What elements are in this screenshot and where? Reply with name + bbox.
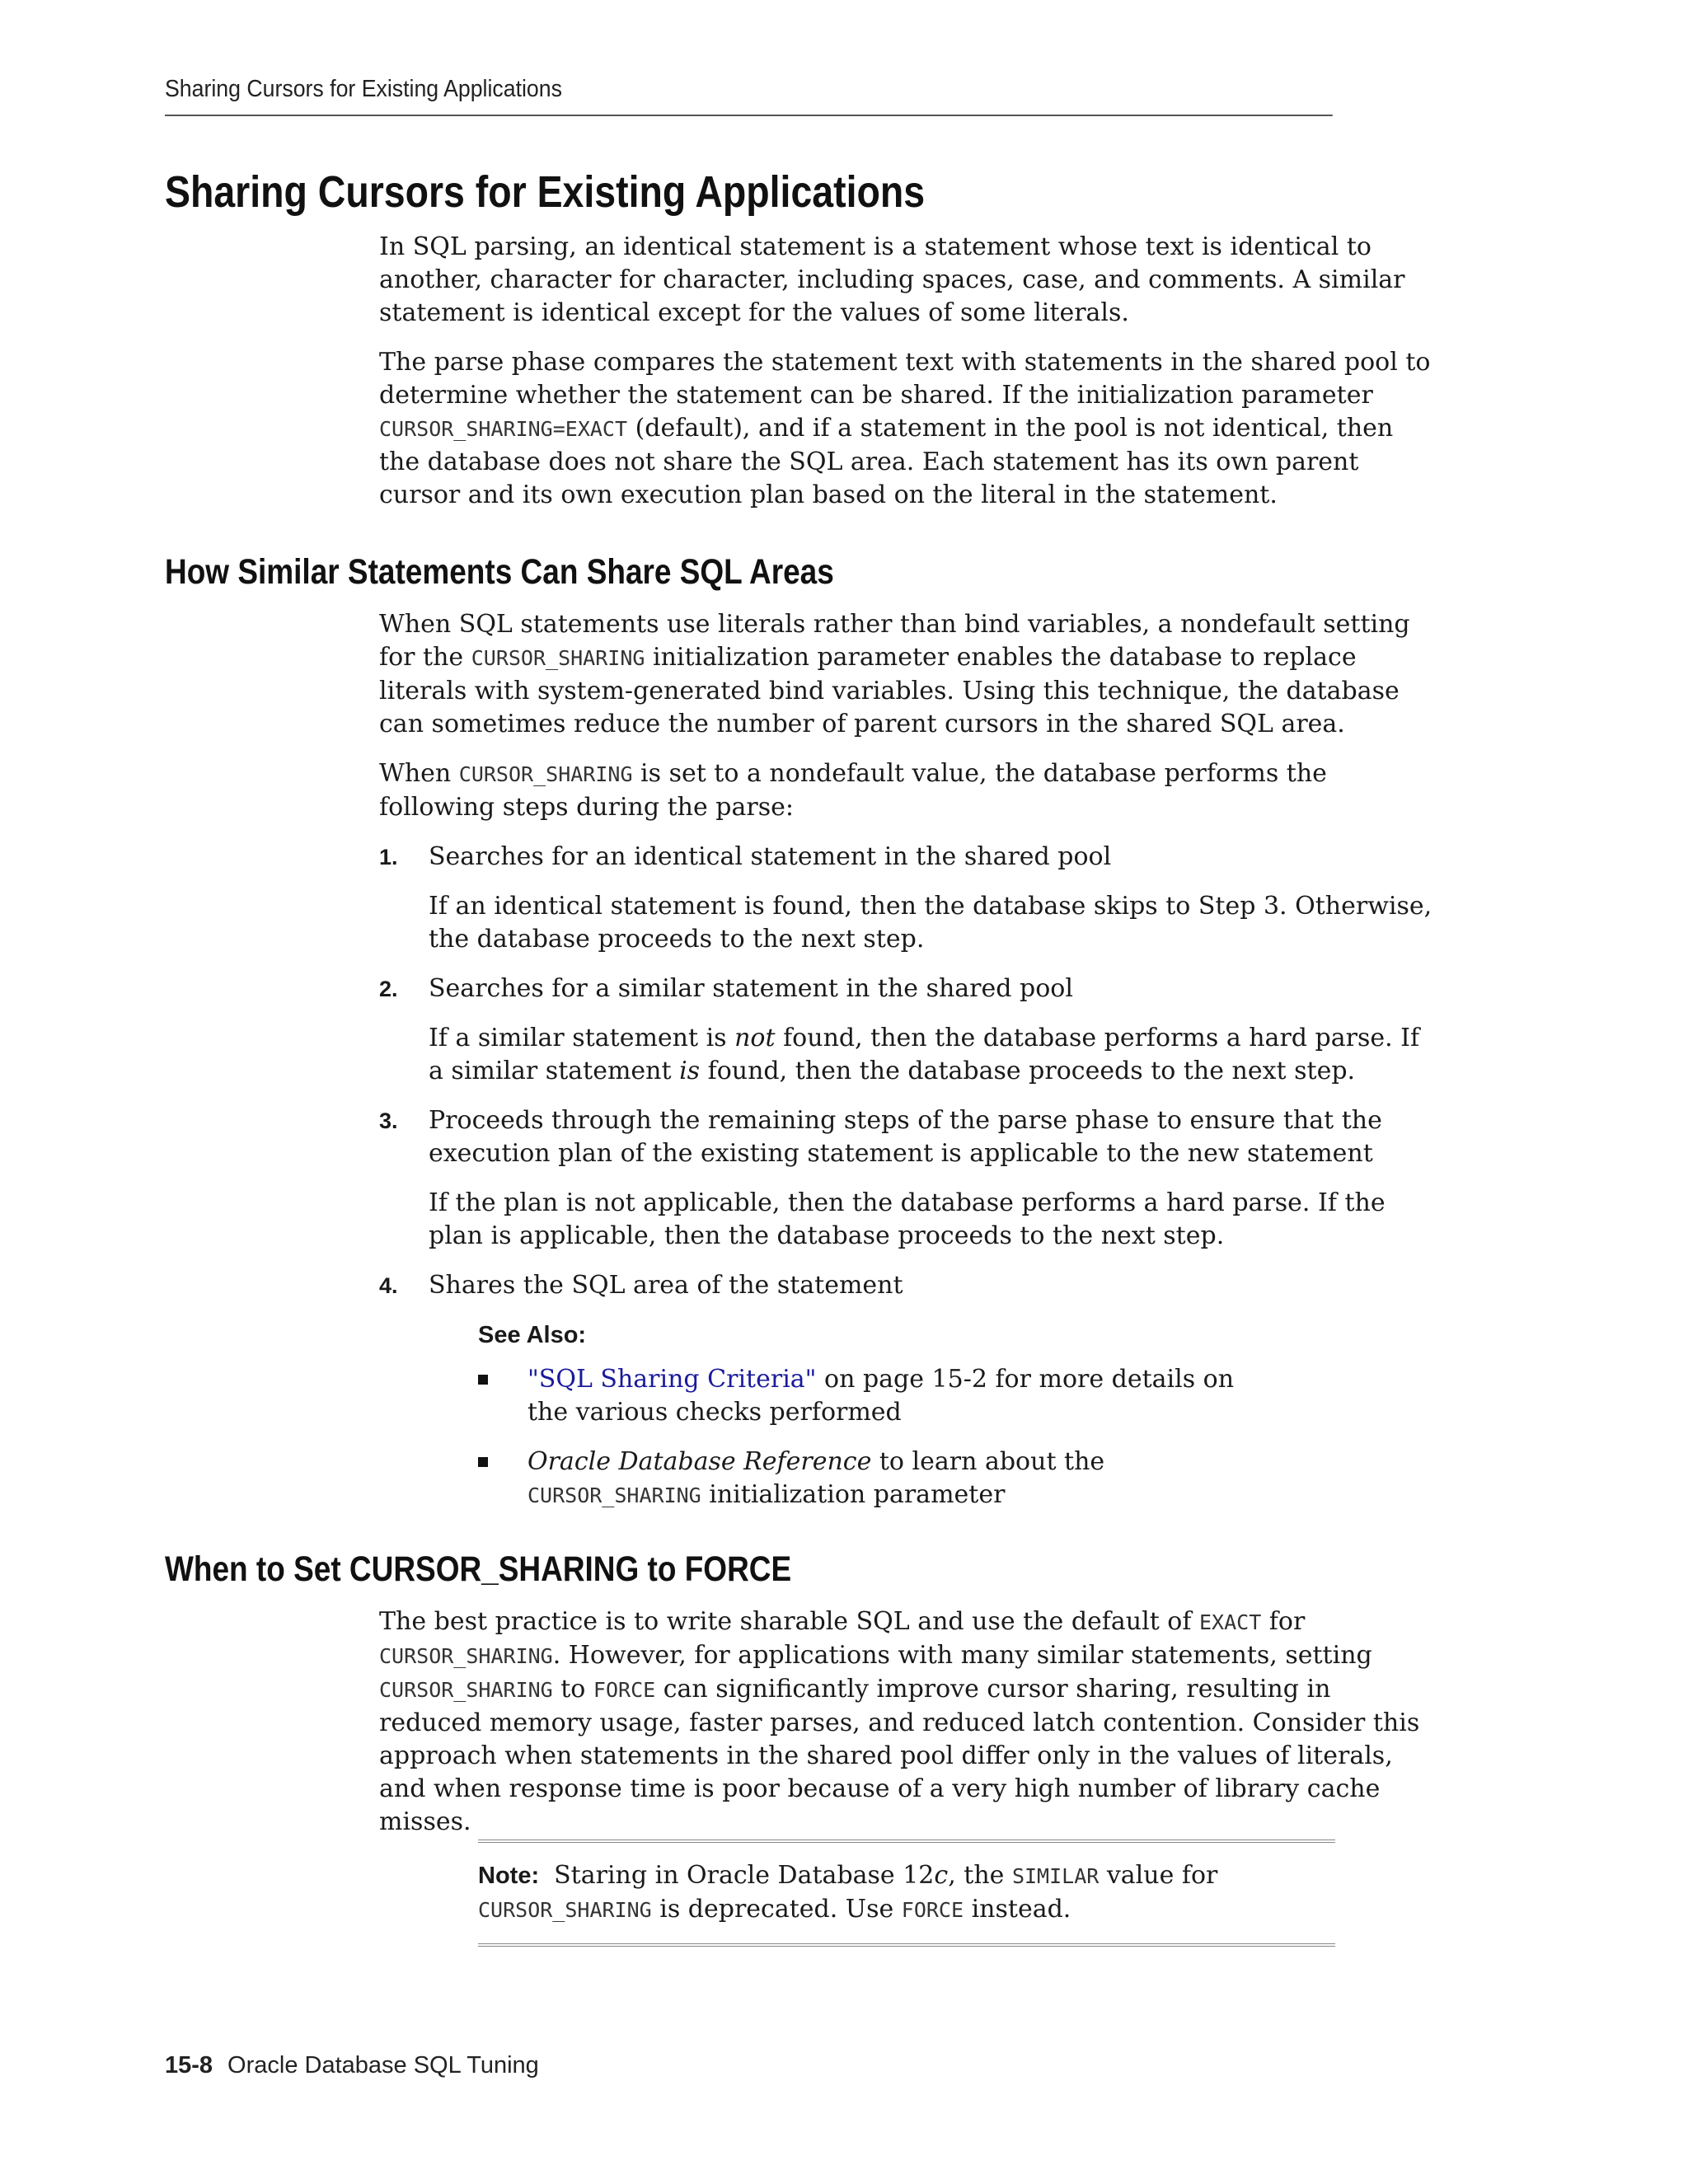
list-item: Oracle Database Reference to learn about the CURSOR_SHARING initialization parameter xyxy=(478,1446,1269,1512)
list-item xyxy=(379,841,1434,956)
step-number: 1. xyxy=(379,845,398,869)
note-label: Note: xyxy=(478,1863,540,1889)
intro-paragraph-2: The parse phase compares the statement text with statements in the shared pool to determine whether the statement can be shared. If the initialization parameter CURSOR_SHARING=EXACT (default), and if a statement in the pool is not identical, then the database does not share the SQL area. Each statement has its own parent cursor and its own execution plan based on the literal in the statement. xyxy=(379,348,1431,509)
inline-code: CURSOR_SHARING xyxy=(478,1898,652,1922)
subsection-title-similar-statements: How Similar Statements Can Share SQL Areas xyxy=(165,552,834,592)
subsection-similar-body xyxy=(379,608,1434,1529)
similar-paragraph-1: When SQL statements use literals rather than bind variables, a nondefault setting for the CURSOR_SHARING initialization parameter enables the database to replace literals with system-generated bind variables. Using this technique, the database can sometimes reduce the number of parent cursors in the shared SQL area. xyxy=(379,610,1410,738)
square-bullet-icon xyxy=(478,1375,488,1385)
similar-paragraph-2: When CURSOR_SHARING is set to a nondefault value, the database performs the following steps during the parse: xyxy=(379,759,1327,822)
see-also-title: See Also: xyxy=(478,1322,587,1348)
step-number: 2. xyxy=(379,977,398,1001)
note-box: Note: Staring in Oracle Database 12c, the SIMILAR value for CURSOR_SHARING is deprecated. Use FORCE instead. xyxy=(478,1840,1335,1947)
inline-code: SIMILAR xyxy=(1011,1864,1100,1888)
subsection-title-force: When to Set CURSOR_SHARING to FORCE xyxy=(165,1549,792,1589)
step-detail: If the plan is not applicable, then the database performs a hard parse. If the plan is applicable, then the database proceeds to the next step. xyxy=(429,1188,1386,1250)
subsection-force-body xyxy=(379,1605,1434,1855)
inline-code: CURSOR_SHARING xyxy=(458,762,633,786)
intro-paragraph-1: In SQL parsing, an identical statement is a statement whose text is identical to another, character for character, including spaces, case, and comments. A similar statement is identical except for the values of some literals. xyxy=(379,232,1405,327)
step-text: Searches for an identical statement in the shared pool xyxy=(429,842,1112,871)
inline-code: FORCE xyxy=(901,1898,964,1922)
book-title: Oracle Database SQL Tuning xyxy=(227,2052,539,2079)
section-title: Sharing Cursors for Existing Applications xyxy=(165,167,926,217)
see-also-list xyxy=(478,1363,1434,1512)
inline-code: CURSOR_SHARING xyxy=(379,1678,553,1702)
step-detail: If an identical statement is found, then the database skips to Step 3. Otherwise, the database proceeds to the next step. xyxy=(429,892,1432,954)
parse-steps-list xyxy=(379,841,1434,1302)
force-paragraph: The best practice is to write sharable SQL and use the default of EXACT for CURSOR_SHARING. However, for applications with many similar statements, setting CURSOR_SHARING to FORCE can significantly improve cursor sharing, resulting in reduced memory usage, faster parses, and reduced latch contention. Consider this approach when statements in the shared pool differ only in the values of literals, and when response time is poor because of a very high number of library cache misses. xyxy=(379,1607,1420,1836)
step-number: 3. xyxy=(379,1108,398,1133)
inline-code: CURSOR_SHARING xyxy=(528,1483,701,1507)
step-detail: If a similar statement is not found, then the database performs a hard parse. If a similar statement is found, then the database proceeds to the next step. xyxy=(429,1024,1420,1085)
inline-code: EXACT xyxy=(1198,1610,1262,1634)
square-bullet-icon xyxy=(478,1457,488,1467)
list-item: "SQL Sharing Criteria" on page 15-2 for more details on the various checks performed xyxy=(478,1363,1269,1429)
sql-sharing-criteria-link[interactable]: "SQL Sharing Criteria" xyxy=(528,1365,817,1394)
step-text: Shares the SQL area of the statement xyxy=(429,1271,903,1300)
inline-code: CURSOR_SHARING xyxy=(471,646,645,670)
step-text: Searches for a similar statement in the shared pool xyxy=(429,974,1073,1003)
book-reference: Oracle Database Reference xyxy=(528,1447,872,1476)
see-also-box xyxy=(478,1319,1434,1512)
list-item xyxy=(379,1269,1434,1302)
inline-code: CURSOR_SHARING xyxy=(379,1644,553,1668)
list-item xyxy=(379,1104,1434,1253)
list-item xyxy=(379,972,1434,1088)
page-footer xyxy=(165,2052,539,2079)
step-number: 4. xyxy=(379,1273,398,1298)
inline-code: FORCE xyxy=(593,1678,656,1702)
step-text: Proceeds through the remaining steps of the parse phase to ensure that the execution plan of the existing statement is applicable to the new statement xyxy=(429,1106,1382,1168)
inline-code: CURSOR_SHARING=EXACT xyxy=(379,417,628,441)
page-number: 15-8 xyxy=(165,2052,213,2079)
section-intro xyxy=(379,231,1434,528)
running-header: Sharing Cursors for Existing Applications xyxy=(165,76,1333,116)
